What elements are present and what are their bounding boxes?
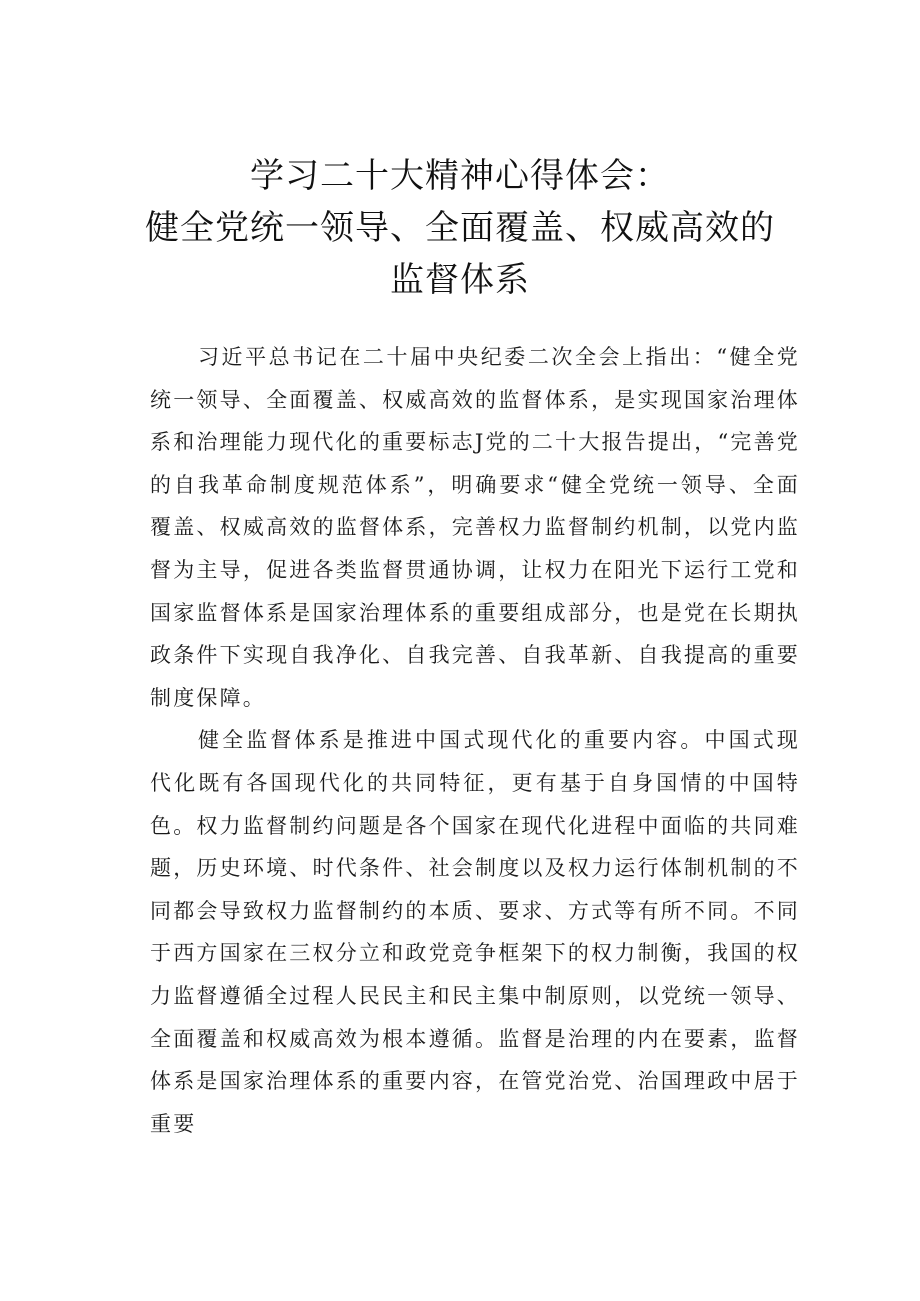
document-body <box>150 336 800 1145</box>
title-line-2: 健全党统一领导、全面覆盖、权威高效的 <box>145 208 775 248</box>
title-line-3: 监督体系 <box>390 260 530 300</box>
paragraph-1: 习近平总书记在二十届中央纪委二次全会上指出：“健全党统一领导、全面覆盖、权威高效的监督体系，是实现国家治理体系和治理能力现代化的重要标志J党的二十大报告提出，“完善党的自我革命制度规范体系”，明确要求“健全党统一领导、全面覆盖、权威高效的监督体系，完善权力监督制约机制，以党内监督为主导，促进各类监督贯通协调，让权力在阳光下运行工党和国家监督体系是国家治理体系的重要组成部分，也是党在长期执政条件下实现自我净化、自我完善、自我革新、自我提高的重要制度保障。 <box>150 345 800 710</box>
title-line-1: 学习二十大精神心得体会： <box>250 156 670 196</box>
paragraph-2: 健全监督体系是推进中国式现代化的重要内容。中国式现代化既有各国现代化的共同特征，更有基于自身国情的中国特色。权力监督制约问题是各个国家在现代化进程中面临的共同难题，历史环境、时代条件、社会制度以及权力运行体制机制的不同都会导致权力监督制约的本质、要求、方式等有所不同。不同于西方国家在三权分立和政党竞争框架下的权力制衡，我国的权力监督遵循全过程人民民主和民主集中制原则，以党统一领导、全面覆盖和权威高效为根本遵循。监督是治理的内在要素，监督体系是国家治理体系的重要内容，在管党治党、治国理政中居于重要 <box>150 728 800 1136</box>
document-title <box>100 150 820 306</box>
